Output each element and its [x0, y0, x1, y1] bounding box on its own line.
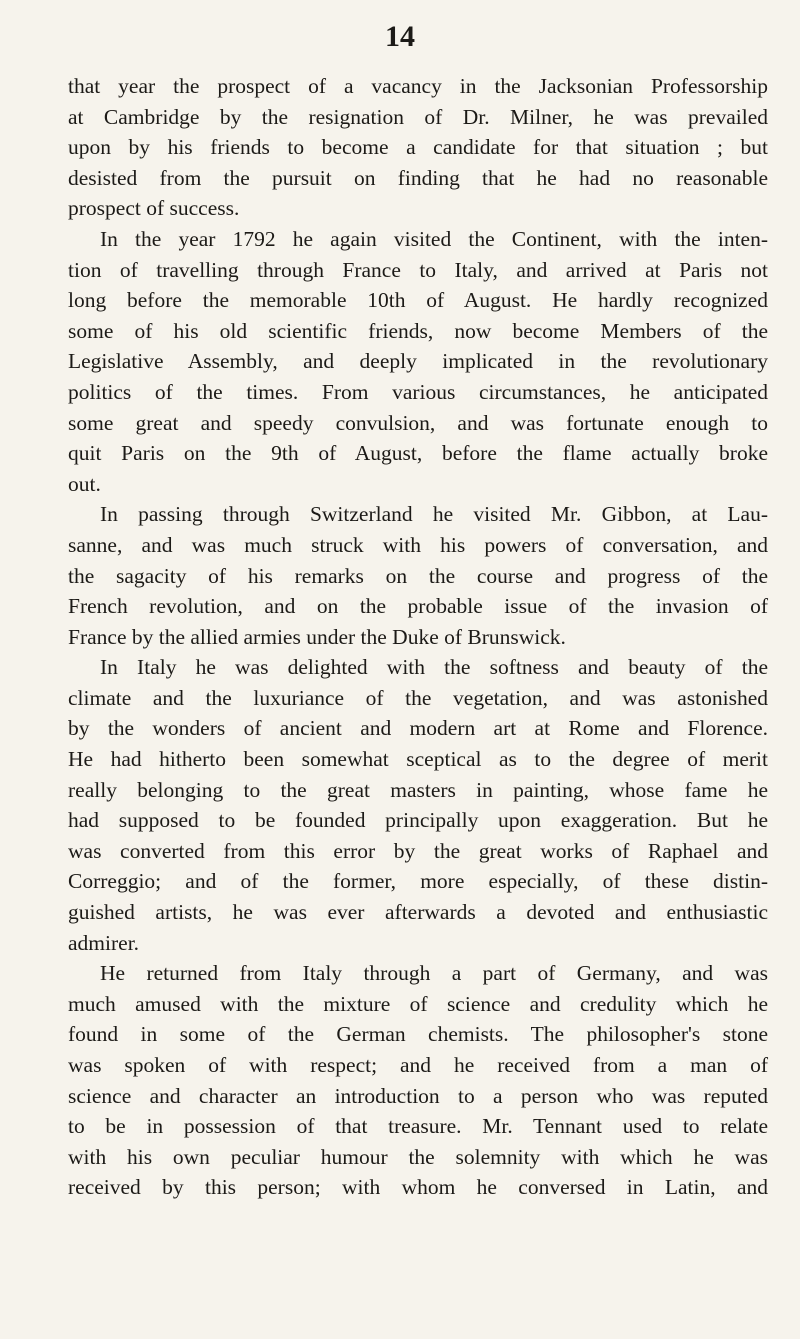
text-line: Correggio; and of the former, more especially, of these distin-: [68, 869, 768, 894]
text-line: Legislative Assembly, and deeply implicated in the revolutionary: [68, 349, 768, 374]
text-line: guished artists, he was ever afterwards a devoted and enthusiastic: [68, 900, 768, 925]
text-line: desisted from the pursuit on finding that he had no reasonable: [68, 165, 768, 190]
text-line: climate and the luxuriance of the vegetation, and was astonished: [68, 685, 768, 710]
text-line: upon by his friends to become a candidate for that situation ; but: [68, 135, 768, 160]
text-line: long before the memorable 10th of August. He hardly recognized: [68, 288, 768, 313]
text-line: He had hitherto been somewhat sceptical as to the degree of merit: [68, 747, 768, 772]
text-line: some great and speedy convulsion, and was fortunate enough to: [68, 410, 768, 435]
text-line: some of his old scientific friends, now become Members of the: [68, 318, 768, 343]
text-line: really belonging to the great masters in painting, whose fame he: [68, 777, 768, 802]
text-line: was converted from this error by the great works of Raphael and: [68, 838, 768, 863]
text-line: sanne, and was much struck with his powers of conversation, and: [68, 532, 768, 557]
text-line: prospect of success.: [68, 196, 240, 221]
text-line: science and character an introduction to a person who was reputed: [68, 1083, 768, 1108]
text-line: quit Paris on the 9th of August, before the flame actually broke: [68, 441, 768, 466]
text-line: by the wonders of ancient and modern art at Rome and Florence.: [68, 716, 768, 741]
body-text: [68, 71, 768, 1203]
text-line: that year the prospect of a vacancy in the Jacksonian Professorship: [68, 74, 768, 98]
text-line: with his own peculiar humour the solemnity with which he was: [68, 1144, 768, 1169]
text-line: In Italy he was delighted with the softness and beauty of the: [100, 655, 768, 680]
text-line: In passing through Switzerland he visited Mr. Gibbon, at Lau-: [100, 502, 768, 527]
text-line: out.: [68, 471, 101, 496]
text-line: at Cambridge by the resignation of Dr. Milner, he was prevailed: [68, 104, 768, 129]
text-line: France by the allied armies under the Duke of Brunswick.: [68, 624, 566, 649]
text-line: the sagacity of his remarks on the course and progress of the: [68, 563, 768, 588]
text-line: found in some of the German chemists. The philosopher's stone: [68, 1022, 768, 1047]
text-line: In the year 1792 he again visited the Continent, with the inten-: [100, 226, 768, 251]
text-line: to be in possession of that treasure. Mr. Tennant used to relate: [68, 1114, 768, 1139]
page-number: 14: [385, 20, 415, 53]
text-line: received by this person; with whom he conversed in Latin, and: [68, 1175, 768, 1200]
text-line: admirer.: [68, 930, 140, 955]
text-line: had supposed to be founded principally upon exaggeration. But he: [68, 808, 768, 833]
text-line: tion of travelling through France to Italy, and arrived at Paris not: [68, 257, 768, 282]
text-line: He returned from Italy through a part of Germany, and was: [100, 961, 768, 986]
text-line: French revolution, and on the probable issue of the invasion of: [68, 594, 768, 619]
text-line: was spoken of with respect; and he received from a man of: [68, 1053, 768, 1077]
text-line: much amused with the mixture of science and credulity which he: [68, 991, 768, 1016]
text-line: politics of the times. From various circumstances, he anticipated: [68, 379, 768, 404]
